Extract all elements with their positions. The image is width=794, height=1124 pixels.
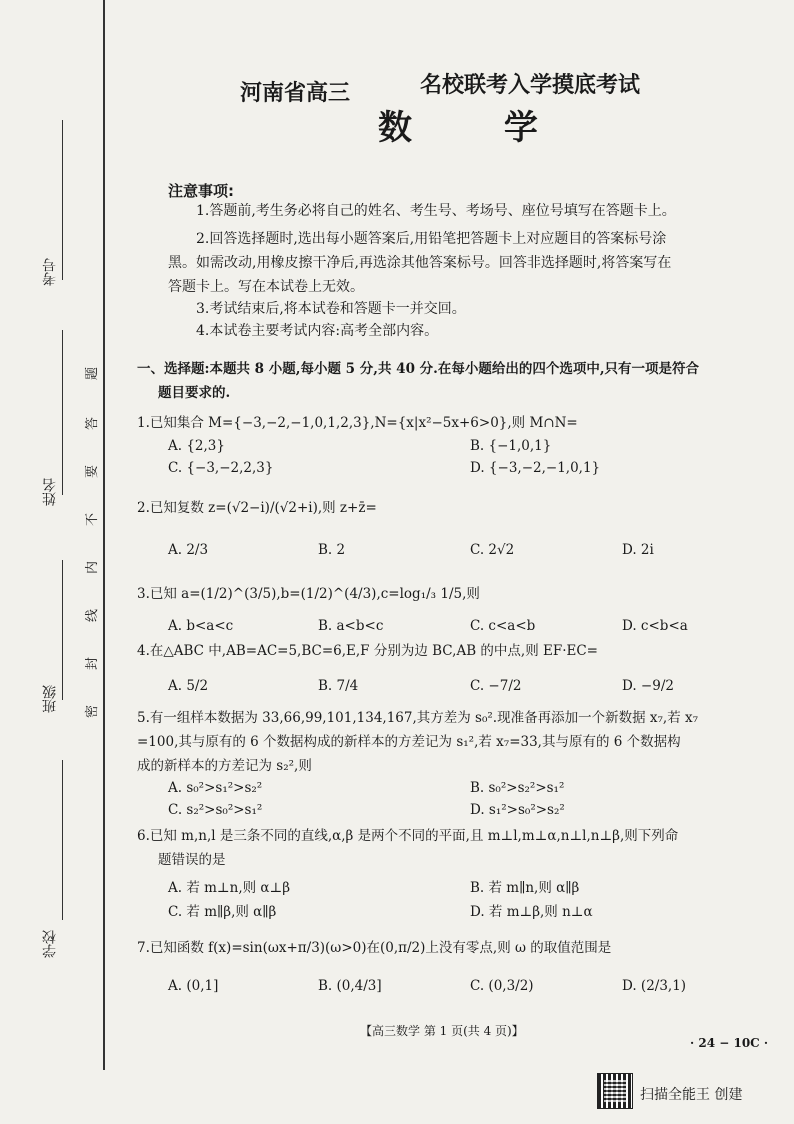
region-title: 河南省高三 bbox=[240, 81, 351, 106]
seal-char: 内 bbox=[85, 560, 101, 575]
banji-underline bbox=[62, 560, 63, 700]
question-4-stem: 4.在△ABC 中,AB=AC=5,BC=6,E,F 分别为边 BC,AB 的中点,则 EF·EC= bbox=[137, 643, 598, 659]
q2-option-a: A. 2/3 bbox=[168, 542, 209, 558]
question-6-stem: 6.已知 m,n,l 是三条不同的直线,α,β 是两个不同的平面,且 m⊥l,m⊥α,n⊥l,n⊥β,则下列命 bbox=[137, 828, 679, 844]
seal-char: 密 bbox=[85, 704, 101, 719]
question-5-stem-cont: =100,其与原有的 6 个数据构成的新样本的方差记为 s₁²,若 x₇=33,其与原有的 6 个数据构 bbox=[137, 734, 681, 750]
q6-option-c: C. 若 m∥β,则 α∥β bbox=[168, 904, 277, 920]
exam-title: 名校联考入学摸底考试 bbox=[420, 73, 641, 98]
xuexiao-underline bbox=[62, 760, 63, 920]
seal-char: 线 bbox=[85, 608, 101, 623]
page-footer: 【高三数学 第 1 页(共 4 页)】 bbox=[360, 1024, 524, 1038]
question-1-stem: 1.已知集合 M={−3,−2,−1,0,1,2,3},N={x|x²−5x+6>0},则 M∩N= bbox=[137, 415, 578, 431]
note-line: 黑。如需改动,用橡皮擦干净后,再选涂其他答案标号。回答非选择题时,将答案写在 bbox=[168, 255, 672, 271]
q1-option-b: B. {−1,0,1} bbox=[470, 438, 552, 454]
q5-option-a: A. s₀²>s₁²>s₂² bbox=[168, 780, 263, 796]
q1-option-a: A. {2,3} bbox=[168, 438, 225, 454]
seal-char: 题 bbox=[85, 366, 101, 381]
q7-option-d: D. (2/3,1) bbox=[622, 978, 687, 994]
q4-option-d: D. −9/2 bbox=[622, 678, 674, 694]
q5-option-b: B. s₀²>s₂²>s₁² bbox=[470, 780, 565, 796]
q4-option-a: A. 5/2 bbox=[168, 678, 209, 694]
section-heading-cont: 题目要求的. bbox=[158, 385, 231, 401]
q4-option-b: B. 7/4 bbox=[318, 678, 359, 694]
q2-option-b: B. 2 bbox=[318, 542, 346, 558]
question-7-stem: 7.已知函数 f(x)=sin(ωx+π/3)(ω>0)在(0,π/2)上没有零点,则 ω 的取值范围是 bbox=[137, 940, 612, 956]
seal-char: 不 bbox=[85, 512, 101, 527]
binding-line bbox=[103, 0, 105, 1070]
subject-title: 数 学 bbox=[378, 108, 578, 148]
q3-option-a: A. b<a<c bbox=[168, 618, 234, 634]
q3-option-b: B. a<b<c bbox=[318, 618, 384, 634]
note-line: 2.回答选择题时,选出每小题答案后,用铅笔把答题卡上对应题目的答案标号涂 bbox=[196, 231, 667, 247]
qr-code-icon bbox=[598, 1074, 632, 1108]
question-5-stem: 5.有一组样本数据为 33,66,99,101,134,167,其方差为 s₀².现准备再添加一个新数据 x₇,若 x₇ bbox=[137, 710, 699, 726]
q2-option-c: C. 2√2 bbox=[470, 542, 515, 558]
note-line: 4.本试卷主要考试内容:高考全部内容。 bbox=[196, 323, 439, 339]
kaohao-underline bbox=[62, 120, 63, 280]
q6-option-d: D. 若 m⊥β,则 n⊥α bbox=[470, 904, 593, 920]
seal-char: 要 bbox=[85, 464, 101, 479]
question-3-stem: 3.已知 a=(1/2)^(3/5),b=(1/2)^(4/3),c=log₁/₃ 1/5,则 bbox=[137, 586, 480, 602]
banji-label: 班级 bbox=[42, 685, 58, 713]
note-line: 3.考试结束后,将本试卷和答题卡一并交回。 bbox=[196, 301, 466, 317]
kaohao-label: 考号 bbox=[42, 258, 58, 286]
q3-option-d: D. c<b<a bbox=[622, 618, 688, 634]
xingming-underline bbox=[62, 330, 63, 495]
q5-option-c: C. s₂²>s₀²>s₁² bbox=[168, 802, 263, 818]
exam-code: · 24 − 10C · bbox=[690, 1036, 769, 1050]
notes-title: 注意事项: bbox=[168, 182, 234, 200]
question-6-stem-cont: 题错误的是 bbox=[158, 852, 226, 868]
q1-option-c: C. {−3,−2,2,3} bbox=[168, 460, 274, 476]
q6-option-a: A. 若 m⊥n,则 α⊥β bbox=[168, 880, 291, 896]
q7-option-c: C. (0,3/2) bbox=[470, 978, 534, 994]
note-line: 答题卡上。写在本试卷上无效。 bbox=[168, 279, 364, 295]
section-heading: 一、选择题:本题共 8 小题,每小题 5 分,共 40 分.在每小题给出的四个选项中,只有一项是符合 bbox=[137, 361, 700, 377]
scanner-watermark: 扫描全能王 创建 bbox=[640, 1087, 743, 1103]
q7-option-b: B. (0,4/3] bbox=[318, 978, 382, 994]
seal-char: 答 bbox=[85, 416, 101, 431]
q7-option-a: A. (0,1] bbox=[168, 978, 219, 994]
q3-option-c: C. c<a<b bbox=[470, 618, 536, 634]
xuexiao-label: 学校 bbox=[42, 930, 58, 958]
q6-option-b: B. 若 m∥n,则 α∥β bbox=[470, 880, 580, 896]
xingming-label: 姓名 bbox=[42, 478, 58, 506]
q2-option-d: D. 2i bbox=[622, 542, 654, 558]
seal-char: 封 bbox=[85, 656, 101, 671]
q5-option-d: D. s₁²>s₀²>s₂² bbox=[470, 802, 565, 818]
question-2-stem: 2.已知复数 z=(√2−i)/(√2+i),则 z+z̄= bbox=[137, 500, 377, 516]
q1-option-d: D. {−3,−2,−1,0,1} bbox=[470, 460, 601, 476]
note-line: 1.答题前,考生务必将自己的姓名、考生号、考场号、座位号填写在答题卡上。 bbox=[196, 203, 676, 219]
q4-option-c: C. −7/2 bbox=[470, 678, 522, 694]
question-5-stem-cont: 成的新样本的方差记为 s₂²,则 bbox=[137, 758, 312, 774]
